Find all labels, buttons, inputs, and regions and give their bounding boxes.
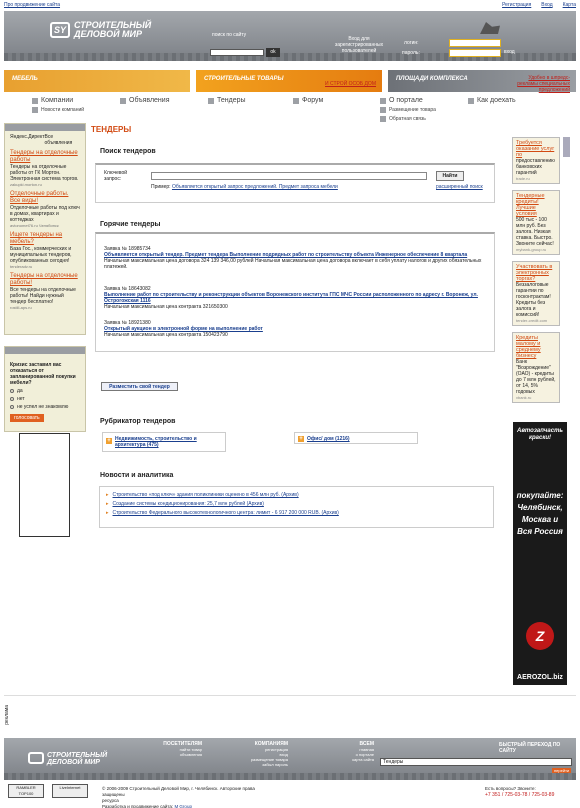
poll-question: Кризис заставил вас отказаться от запланированной покупки мебели? — [10, 362, 76, 386]
enter-button[interactable]: вход — [504, 49, 515, 55]
tender-item — [104, 320, 488, 338]
bullet-icon — [380, 107, 386, 113]
section-complex-label: ПЛОЩАДИ КОМПЛЕКСА — [396, 76, 468, 82]
nav-news-label: Новости компаний — [41, 107, 85, 113]
empty-banner — [19, 433, 70, 537]
left-ad-desc: Отделочные работы под ключ в домах, квартирах и коттеджах — [10, 205, 80, 223]
footer-link[interactable]: карта сайта — [352, 757, 374, 762]
bullet-icon — [32, 98, 38, 104]
quick-nav-label: БЫСТРЫЙ ПЕРЕХОД ПО САЙТУ — [499, 742, 561, 754]
section-tabs — [4, 70, 576, 92]
site-header — [4, 11, 576, 61]
rubric-link[interactable]: Недвижимость, строительство и архитектура (475) — [115, 436, 197, 448]
tender-desc: Начальная максимальная цена контракта 150423790 — [104, 332, 228, 338]
nav-tenders-label: Тендеры — [217, 97, 246, 104]
nav-news-companies[interactable] — [32, 107, 84, 113]
nav-place-label: Размещение товара — [389, 107, 436, 113]
contacts-label: Есть вопросы? Звоните: — [485, 786, 536, 791]
bullet-icon — [120, 98, 126, 104]
banner-logo-icon: Z — [526, 622, 554, 650]
footer-link[interactable]: главная — [359, 747, 374, 752]
right-ad-title[interactable]: Тендерные кредиты! Лучшие условия — [516, 193, 545, 217]
sitemap-link[interactable]: Карта — [562, 2, 576, 8]
phone-numbers: +7 351 / 725-03-78 / 725-03-89 — [485, 792, 555, 798]
news-list — [99, 486, 494, 528]
left-ad-url: avtonomet76.ru Челябинск — [10, 223, 59, 228]
login-label: логин: — [404, 40, 419, 46]
left-ad-url: tenderadv.ru — [10, 264, 33, 269]
poll-option-label: нет — [17, 396, 25, 402]
footer-col-title: ВСЕМ — [359, 741, 374, 747]
logo-line2: ДЕЛОВОЙ МИР — [74, 29, 143, 39]
left-column — [4, 123, 86, 335]
yandex-direct-label[interactable]: Яндекс.Директ — [10, 134, 45, 140]
bullet-icon — [208, 98, 214, 104]
arrow-icon: ▸ — [106, 501, 109, 507]
register-link[interactable]: Регистрация — [502, 2, 532, 8]
news-item — [106, 510, 487, 516]
nav-how-to[interactable] — [468, 97, 516, 104]
login-note: Вход для зарегистрированных пользователей — [334, 36, 384, 54]
footer-link[interactable]: размещение товара — [250, 757, 288, 762]
left-ad — [10, 150, 80, 187]
footer-stripes — [4, 773, 576, 780]
left-ad-url: zakupki.morton.ru — [10, 182, 42, 187]
site-logo[interactable] — [50, 21, 151, 39]
side-label: реклама — [4, 705, 10, 725]
news-link[interactable]: Создание системы кондиционирования: 25,7 млн рублей (Архив) — [112, 501, 264, 507]
tender-search-panel — [95, 163, 495, 203]
tender-title[interactable]: Открытый аукцион в электронной форме на выполнение работ — [104, 326, 263, 332]
logo-mark-icon — [28, 752, 44, 764]
rubric-item[interactable] — [102, 432, 226, 452]
left-ad-title[interactable]: Тендеры на отделочные работы — [10, 150, 78, 163]
nav-forum[interactable] — [293, 97, 323, 104]
radio-icon[interactable] — [10, 397, 14, 401]
left-ad-desc: Все тендеры на отделочные работы! Найди нужный тендер бесплатно! — [10, 287, 76, 305]
right-ad-desc: Беззалоговые гарантии по госконтрактам! Кредиты без залога и комиссий! — [516, 282, 551, 318]
right-ad-url: trade.ru — [516, 176, 530, 181]
section-building-goods[interactable] — [196, 70, 382, 92]
example-prefix: Пример: — [151, 184, 171, 190]
news-link[interactable]: Строительство Федерального высокотехнологичного центра: лимит - 6 917 200 000 RUB. (Архив) — [112, 510, 339, 516]
plus-icon: + — [299, 436, 303, 442]
quick-nav-select[interactable]: Тендеры — [380, 758, 572, 766]
copyright-text-2: ресурса — [102, 798, 119, 803]
arrow-icon: ▸ — [106, 492, 109, 498]
left-ad-title[interactable]: Отделочные работы. Все виды! — [10, 191, 69, 204]
section-furniture[interactable] — [4, 70, 190, 92]
left-box-header — [5, 124, 85, 131]
right-ad — [512, 190, 560, 255]
nav-forum-label: Форум — [302, 97, 324, 104]
footer-link[interactable]: регистрация — [264, 747, 288, 752]
footer-link[interactable]: вход — [279, 752, 288, 757]
bullet-icon — [32, 107, 38, 113]
tender-desc: Начальная максимальная цена договора 324 139 346,00 рублей Начальная максимальная цена договора включает в себя уплату налогов и других обязательных платежей. — [104, 258, 482, 270]
right-ad-desc: предоставлению банковских гарантий — [516, 158, 555, 176]
footer-link[interactable]: о портале — [355, 752, 374, 757]
footer-logo-line2: ДЕЛОВОЙ МИР — [47, 759, 100, 766]
right-ad-title[interactable]: Участвовать в электронных торгах? — [516, 264, 553, 282]
post-tender-button[interactable]: Разместить свой тендер — [101, 382, 178, 391]
go-button[interactable]: перейти — [554, 768, 570, 773]
section-building-sub[interactable]: И СТРОЙ ОСОБ ДОМ — [325, 81, 376, 87]
poll-option-yes[interactable] — [10, 388, 80, 394]
site-footer — [4, 738, 576, 780]
footer-col-title: КОМПАНИЯМ — [254, 741, 288, 747]
left-ad — [10, 232, 80, 269]
right-ad — [512, 137, 560, 184]
poll-option-other[interactable] — [10, 404, 80, 410]
left-ad-url: rostill-aps.ru — [10, 305, 32, 310]
nav-tenders[interactable] — [208, 97, 246, 104]
poll-header — [5, 347, 85, 354]
left-ad-title[interactable]: Тендеры на отделочные работы! — [10, 273, 78, 286]
arrow-icon: ▸ — [106, 510, 109, 516]
bullet-icon — [468, 98, 474, 104]
example-link[interactable]: Объявляется открытый запрос предложений. Предмет запроса мебели — [171, 184, 338, 190]
search-example — [151, 184, 338, 190]
search-heading: Поиск тендеров — [100, 148, 156, 155]
footer-link[interactable]: объявления — [179, 752, 202, 757]
right-ad-title[interactable]: Кредиты малому и среднему бизнесу — [516, 335, 541, 359]
footer-link[interactable]: забыл пароль — [262, 762, 288, 767]
login-link[interactable]: Вход — [541, 2, 553, 8]
liveinternet-counter[interactable]: LiveInternet — [52, 784, 88, 798]
copyright-text: © 2006-2009 Строительный Деловой Мир, г. Челябинск. Авторские права защищены — [102, 786, 255, 797]
left-ad-desc: Тендеры на отделочные работы от ГК Мортон. Электронная система торгов. — [10, 164, 79, 182]
left-ads-box — [4, 123, 86, 335]
news-item — [106, 501, 487, 507]
footer-link[interactable]: найти товар — [179, 747, 202, 752]
right-ad-title[interactable]: Требуется оказание услуг по — [516, 140, 555, 158]
poll-option-label: да — [17, 388, 23, 394]
tender-item — [104, 286, 488, 310]
nav-howto-label: Как доехать — [477, 97, 516, 104]
side-scroll-tab[interactable] — [563, 137, 570, 157]
promo-link[interactable]: Про продвижение сайта — [4, 2, 61, 8]
nav-ads-label: Объявления — [129, 97, 170, 104]
vote-button[interactable]: голосовать — [10, 414, 44, 422]
right-ad-url: tender-credit.com — [516, 318, 548, 323]
footer-col-companies — [236, 742, 288, 767]
footer-logo-line1: СТРОИТЕЛЬНЫЙ — [47, 752, 108, 759]
poll-option-label: не успел не знакомлю — [17, 404, 69, 410]
nav-about[interactable] — [380, 97, 423, 104]
right-ad-desc: 500 тыс - 100 млн руб. Без залога. Низкая ставка. Быстро. Звоните сейчас! — [516, 217, 554, 247]
banner-headline: Автозапчасть краски! — [517, 428, 563, 441]
left-ad-title[interactable]: Ищете тендеры на мебель? — [10, 232, 63, 245]
banner-brand: AEROZOL.biz — [517, 674, 563, 681]
main-nav — [30, 97, 550, 122]
password-input[interactable] — [449, 49, 501, 57]
advanced-search-link[interactable]: расширенный поиск — [436, 184, 483, 190]
crane-icon — [480, 22, 500, 34]
nav-place-goods[interactable] — [380, 107, 436, 113]
search-input[interactable] — [210, 49, 264, 56]
plus-icon: + — [107, 438, 111, 444]
left-ad-desc: База Гос., коммерческих и муниципальных тендеров, опубликованных сегодня! — [10, 246, 72, 264]
contacts — [485, 786, 554, 798]
bullet-icon — [380, 116, 386, 122]
section-complex-sub[interactable]: Удобно в шпредс-рекламы специальных предложений — [517, 75, 570, 93]
login-input[interactable] — [449, 39, 501, 47]
logo-line1: СТРОИТЕЛЬНЫЙ — [74, 20, 152, 30]
dev-link[interactable]: M Group — [174, 804, 192, 808]
right-column — [512, 137, 560, 409]
nav-feedback-label: Обратная связь — [389, 116, 426, 122]
right-ad — [512, 332, 560, 403]
bullet-icon — [293, 98, 299, 104]
search-label: поиск по сайту — [212, 32, 247, 38]
hot-heading: Горячие тендеры — [100, 221, 161, 228]
section-complex[interactable] — [388, 70, 576, 92]
password-label: пароль: — [402, 50, 420, 56]
banner-text: покупайте: Челябинск, Москва и Вся Россия — [516, 491, 564, 536]
left-ad — [10, 191, 80, 228]
tender-title[interactable]: Выполнение работ по строительству и реконструкции объектов Воронежского института ГПС МЧС России расположенного по адресу г. Воронеж, ул. Острогожская 1116 — [104, 292, 478, 304]
right-ad-desc: Банк "Возрождение" (ОАО) - кредиты до 7 млн рублей, от 14, 5% годовых — [516, 359, 556, 395]
keyword-label: Ключевой запрос: — [104, 170, 128, 182]
news-link[interactable]: Строительство «под ключ» здания поликлиники оценено в 456 млн руб. (Архив) — [112, 492, 299, 498]
right-ad-url: mybank-group.ru — [516, 247, 547, 252]
rambler-counter[interactable]: RAMBLER TOP100 — [8, 784, 44, 798]
aerozol-banner[interactable] — [513, 422, 567, 685]
left-ad — [10, 273, 80, 310]
radio-icon[interactable] — [10, 405, 14, 409]
search-button[interactable]: ok — [266, 48, 280, 57]
rubricator-heading: Рубрикатор тендеров — [100, 418, 176, 425]
tender-num: Заявка № 18985734 — [104, 246, 151, 252]
right-ad-url: vbank.ru — [516, 395, 532, 400]
right-ad — [512, 261, 560, 326]
tender-title[interactable]: Объявляется открытый тендер. Предмет тендера Выполнение подрядных работ по строительству объекта Инженерное обеспечение 8 квартала — [104, 252, 468, 258]
nav-companies-label: Компании — [41, 97, 74, 104]
poll-option-no[interactable] — [10, 396, 80, 402]
tender-desc: Начальная максимальная цена контракта 321650300 — [104, 304, 228, 310]
tender-item — [104, 246, 488, 270]
top-bar — [0, 0, 580, 9]
keyword-input[interactable] — [151, 172, 427, 180]
news-heading: Новости и аналитика — [100, 472, 174, 479]
bullet-icon — [380, 98, 386, 104]
tender-num: Заявка № 18921380 — [104, 320, 151, 326]
dev-label: Разработка и продвижение сайта: — [102, 804, 174, 808]
nav-about-label: О портале — [389, 97, 423, 104]
section-building-label: СТРОИТЕЛЬНЫЕ ТОВАРЫ — [204, 76, 284, 82]
nav-ads[interactable] — [120, 97, 170, 104]
radio-icon[interactable] — [10, 389, 14, 393]
nav-feedback[interactable] — [380, 116, 426, 122]
find-button[interactable]: Найти — [436, 171, 464, 181]
nav-companies[interactable] — [32, 97, 73, 104]
logo-mark: SY — [50, 22, 70, 38]
news-item — [106, 492, 487, 498]
footer-logo[interactable] — [28, 752, 107, 766]
counters — [8, 784, 88, 798]
copyright — [102, 786, 272, 808]
footer-col-all — [324, 742, 374, 762]
rubric-link[interactable]: Офис/ дом (1216) — [307, 436, 350, 442]
footer-col-visitors — [154, 742, 202, 757]
hot-tenders-panel — [95, 232, 495, 352]
footer-col-title: ПОСЕТИТЕЛЯМ — [163, 741, 202, 747]
all-ads-link[interactable]: Все объявления — [44, 134, 73, 146]
section-furniture-label: МЕБЕЛЬ — [12, 76, 38, 82]
rubric-item[interactable] — [294, 432, 418, 444]
page-title: ТЕНДЕРЫ — [91, 125, 132, 134]
divider — [4, 695, 576, 696]
tender-num: Заявка № 18643082 — [104, 286, 151, 292]
poll-box — [4, 346, 86, 432]
